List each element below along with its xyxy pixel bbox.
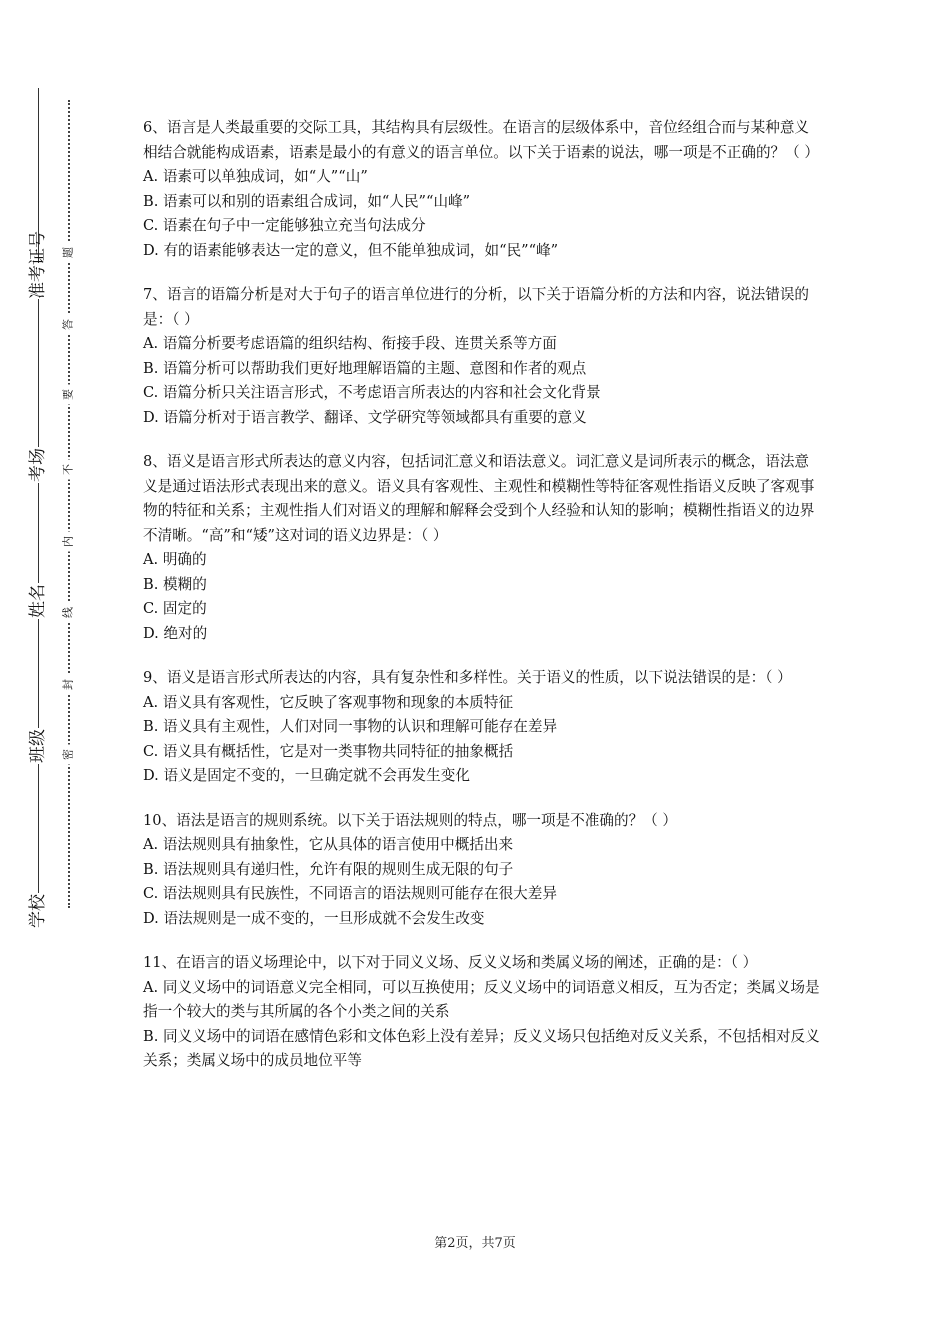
binding-solid-line <box>38 88 39 926</box>
field-school: 学校 <box>28 894 48 928</box>
option-d: D. 有的语素能够表达一定的意义，但不能单独成词，如“民”“峰” <box>143 241 559 259</box>
binding-dotted-line <box>68 100 70 908</box>
seal-char: 线 <box>62 603 75 623</box>
field-name: 姓名 <box>28 584 48 618</box>
option-c: C. 固定的 <box>143 600 207 617</box>
question-10 <box>143 809 823 932</box>
field-exam-number: 准考证号 <box>28 231 48 299</box>
option-b: B. 同义义场中的词语在感情色彩和文体色彩上没有差异；反义义场只包括绝对反义关系，不包括相对反义关系；类属义场中的成员地位平等 <box>143 1027 820 1069</box>
option-c: C. 语篇分析只关注语言形式，不考虑语言所表达的内容和社会文化背景 <box>143 384 601 401</box>
option-b: B. 语法规则具有递归性，允许有限的规则生成无限的句子 <box>143 860 514 878</box>
option-a: A. 明确的 <box>143 551 207 568</box>
page-footer: 第2页，共7页 <box>434 1236 516 1251</box>
question-stem: 9、语义是语言形式所表达的内容，具有复杂性和多样性。关于语义的性质，以下说法错误的是：（ ） <box>143 669 792 686</box>
seal-char: 内 <box>62 532 75 552</box>
question-list <box>143 116 823 1094</box>
question-6 <box>143 116 823 263</box>
option-d: D. 语义是固定不变的，一旦确定就不会再发生变化 <box>143 767 470 784</box>
option-a: A. 同义义场中的词语意义完全相同，可以互换使用；反义义场中的词语意义相反，互为否定；类属义场是指一个较大的类与其所属的各个小类之间的关系 <box>143 978 820 1020</box>
option-d: D. 绝对的 <box>143 624 208 642</box>
question-9 <box>143 666 823 789</box>
seal-char: 要 <box>62 385 75 405</box>
option-c: C. 语法规则具有民族性，不同语言的语法规则可能存在很大差异 <box>143 885 557 902</box>
binding-margin <box>0 0 120 1344</box>
seal-char: 不 <box>62 460 75 480</box>
option-b: B. 模糊的 <box>143 575 207 593</box>
field-exam-room: 考场 <box>28 448 48 482</box>
seal-char: 题 <box>62 243 75 263</box>
question-stem: 8、语义是语言形式所表达的意义内容，包括词汇意义和语法意义。词汇意义是词所表示的概念，语法意义是通过语法形式表现出来的意义。语义具有客观性、主观性和模糊性等特征客观性指语义反映了客观事物的特征和关系；主观性指人们对语义的理解和解释会受到个人经验和认知的影响；模糊性指语义的边界不清晰。“高”和“矮”这对词的语义边界是：（ ） <box>143 453 815 544</box>
option-d: D. 语法规则是一成不变的，一旦形成就不会发生改变 <box>143 909 485 927</box>
option-a: A. 语义具有客观性，它反映了客观事物和现象的本质特征 <box>143 693 514 711</box>
option-a: A. 语法规则具有抽象性，它从具体的语言使用中概括出来 <box>143 836 514 853</box>
option-b: B. 语素可以和别的语素组合成词，如“人民”“山峰” <box>143 192 471 210</box>
option-c: C. 语素在句子中一定能够独立充当句法成分 <box>143 217 426 234</box>
seal-char: 密 <box>62 745 75 765</box>
option-d: D. 语篇分析对于语言教学、翻译、文学研究等领域都具有重要的意义 <box>143 408 587 426</box>
option-a: A. 语篇分析要考虑语篇的组织结构、衔接手段、连贯关系等方面 <box>143 335 557 352</box>
question-11 <box>143 951 823 1074</box>
question-stem: 7、语言的语篇分析是对大于句子的语言单位进行的分析，以下关于语篇分析的方法和内容，说法错误的是：（ ） <box>143 286 810 328</box>
option-b: B. 语义具有主观性，人们对同一事物的认识和理解可能存在差异 <box>143 718 558 735</box>
question-stem: 10、语法是语言的规则系统。以下关于语法规则的特点，哪一项是不准确的？（ ） <box>143 811 677 829</box>
option-a: A. 语素可以单独成词，如“人”“山” <box>143 168 368 185</box>
question-stem: 6、语言是人类最重要的交际工具，其结构具有层级性。在语言的层级体系中，音位经组合而与某种意义相结合就能构成语素，语素是最小的有意义的语言单位。以下关于语素的说法，哪一项是不正确的？（ ） <box>143 119 819 161</box>
question-8 <box>143 450 823 646</box>
question-7 <box>143 283 823 430</box>
option-b: B. 语篇分析可以帮助我们更好地理解语篇的主题、意图和作者的观点 <box>143 359 587 377</box>
seal-char: 答 <box>62 315 75 335</box>
seal-char: 封 <box>62 675 75 695</box>
option-c: C. 语义具有概括性，它是对一类事物共同特征的抽象概括 <box>143 742 514 760</box>
question-stem: 11、在语言的语义场理论中，以下对于同义义场、反义义场和类属义场的阐述，正确的是：（ ） <box>143 954 758 971</box>
field-class: 班级 <box>28 729 48 763</box>
